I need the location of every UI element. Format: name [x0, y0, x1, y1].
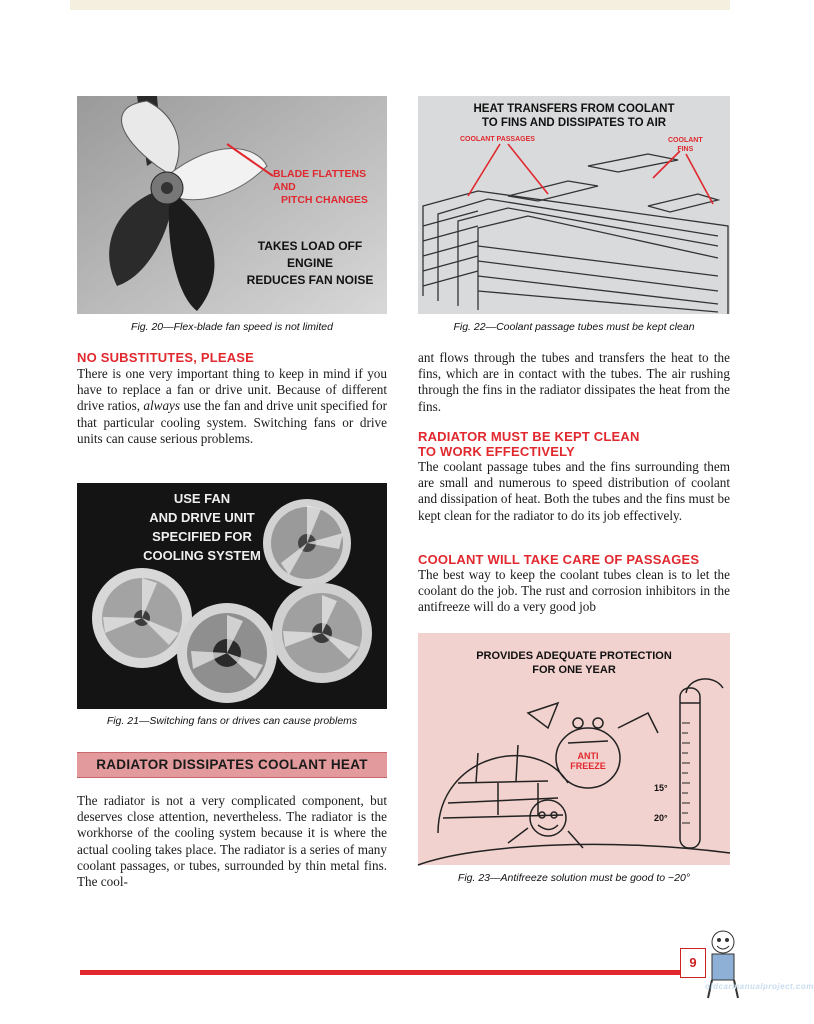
figure-antifreeze-cartoon [418, 633, 730, 865]
radiator-paragraph: The radiator is not a very complicated component, but deserves close attention, nevertheless. The radiator is the workhorse of the cooling system because it is where the actual cooling takes place. The radiator is a series of many coolant passages, or tubes, surrounded by thin metal fins. The cool- [77, 793, 387, 890]
radiator-dissipates-banner: RADIATOR DISSIPATES COOLANT HEAT [77, 752, 387, 778]
title-line: PROVIDES ADEQUATE PROTECTION [476, 650, 672, 662]
blade-flattens-label [273, 168, 387, 207]
figure-radiator-heat-transfer [418, 96, 730, 314]
watermark: oldcarmanualproject.com [705, 982, 814, 991]
page-number: 9 [680, 948, 706, 978]
label-line: REDUCES FAN NOISE [246, 273, 374, 287]
emphasis-always: always [143, 398, 181, 414]
label-line: COOLANT [668, 137, 703, 144]
fig20-caption: Fig. 20—Flex-blade fan speed is not limited [131, 321, 333, 333]
fig23-caption: Fig. 23—Antifreeze solution must be good to −20° [457, 872, 691, 884]
fig22-caption: Fig. 22—Coolant passage tubes must be kept clean [453, 321, 695, 333]
label-line: FINS [677, 146, 694, 153]
paragraph-text: use the fan and drive unit specified for that particular cooling system. Switching fans or drive units can cause serious problems. [77, 398, 388, 446]
title-line: HEAT TRANSFERS FROM COOLANT [473, 103, 675, 115]
figure-fan-selection [77, 483, 387, 709]
label-line: COOLING SYSTEM [143, 548, 261, 563]
title-line: FOR ONE YEAR [532, 664, 616, 676]
keep-clean-paragraph: The coolant passage tubes and the fins surrounding them are small and numerous to speed distribution of coolant and dissipation of heat. Both the tubes and the fins must be kept clean for the radiator to do its job effectively. [418, 459, 730, 523]
antifreeze-can-label: ANTI FREEZE [570, 751, 606, 771]
heading-line: RADIATOR MUST BE KEPT CLEAN [418, 429, 640, 444]
label-line: AND DRIVE UNIT [149, 510, 255, 525]
label-line: TAKES LOAD OFF ENGINE [257, 239, 363, 270]
radiator-paragraph-continued: ant flows through the tubes and transfers the heat to the fins, which are in contact with the tubes. The air rushing through the fins in the radiator dissipates the heat from the fins. [418, 350, 730, 414]
paragraph-text: There is one very important thing to keep in mind if you have to replace a fan or drive unit. Because of different drive ratios, [77, 366, 387, 414]
label-line: BLADE FLATTENS AND [273, 168, 367, 193]
takes-load-label [237, 238, 383, 289]
label-line: USE FAN [173, 491, 231, 506]
protection-title [418, 649, 730, 677]
coolant-care-paragraph: The best way to keep the coolant tubes clean is to let the coolant do the job. The rust and corrosion inhibitors in the antifreeze will do a very good job [418, 567, 730, 615]
label-line: SPECIFIED FOR [152, 529, 252, 544]
thermometer-mark-20: 20° [654, 813, 668, 823]
heading-line: TO WORK EFFECTIVELY [418, 444, 575, 459]
fig21-caption: Fig. 21—Switching fans or drives can cause problems [106, 715, 358, 727]
use-fan-label [137, 489, 267, 565]
heat-transfer-title [418, 102, 730, 130]
coolant-passages-label: COOLANT PASSAGES [460, 136, 535, 143]
title-line: TO FINS AND DISSIPATES TO AIR [481, 117, 667, 129]
coolant-care-heading: COOLANT WILL TAKE CARE OF PASSAGES [418, 552, 700, 567]
keep-clean-heading [418, 429, 640, 459]
figure-flex-blade-fan [77, 96, 387, 314]
footer-rule [80, 970, 680, 975]
coolant-fins-label [668, 136, 703, 154]
no-substitutes-paragraph [77, 366, 387, 447]
no-substitutes-heading: NO SUBSTITUTES, PLEASE [77, 350, 255, 365]
label-line: PITCH CHANGES [281, 194, 368, 206]
top-margin-band [70, 0, 730, 10]
thermometer-mark-15: 15° [654, 783, 668, 793]
